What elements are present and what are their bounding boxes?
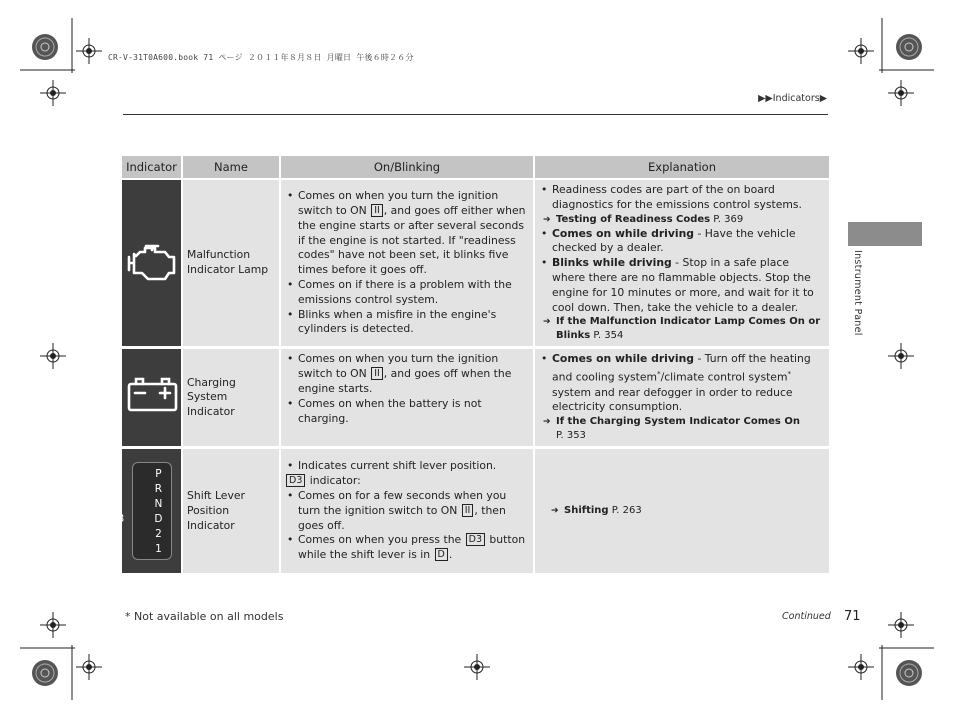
crosshair-mark-icon — [40, 80, 66, 106]
col-header-on-blinking: On/Blinking — [281, 156, 535, 180]
list-item: • Comes on while driving - Turn off the heating and cooling system*/climate control system* system and rear defogger in order to reduce electricity consumption. — [539, 352, 825, 415]
continued-label: Continued — [782, 611, 831, 622]
col-header-explanation: Explanation — [535, 156, 829, 180]
name-cell: Malfunction Indicator Lamp — [183, 180, 281, 349]
list-item: D3 indicator: — [285, 474, 529, 489]
crosshair-mark-icon — [848, 654, 874, 680]
arrow-icon: ➔ — [543, 417, 551, 428]
table-header-row — [122, 156, 829, 180]
ignition-on-key: II — [371, 367, 383, 380]
crosshair-mark-icon — [464, 654, 490, 680]
list-item: • Comes on when you press the D3 button while the shift lever is in D . — [285, 533, 529, 563]
breadcrumb-label[interactable]: Indicators — [772, 93, 820, 104]
page-number: 71 — [844, 609, 861, 624]
page-reference[interactable]: ➔ If the Malfunction Indicator Lamp Comes On or Blinks P. 354 — [543, 316, 821, 342]
section-tab[interactable] — [848, 222, 922, 246]
crop-mark-icon — [20, 600, 80, 700]
header-rule — [123, 114, 828, 115]
page-reference[interactable]: ➔ If the Charging System Indicator Comes On P. 353 — [543, 416, 800, 442]
crosshair-mark-icon — [40, 343, 66, 369]
arrow-icon: ➔ — [543, 317, 551, 328]
d3-label: D3 — [109, 513, 125, 526]
d3-key: D3 — [286, 474, 305, 487]
section-label: Instrument Panel — [852, 250, 863, 336]
crosshair-mark-icon — [888, 80, 914, 106]
indicator-table — [109, 156, 829, 576]
print-header: CR-V-31T0A600.book 71 ページ ２０１１年８月８日 月曜日 午後６時２６分 — [108, 53, 414, 62]
explanation-cell — [535, 349, 829, 449]
explanation-cell — [535, 449, 829, 576]
indicator-cell — [122, 349, 183, 449]
list-item: • Blinks when a misfire in the engine's cylinders is detected. — [285, 308, 529, 338]
table-row — [122, 449, 829, 576]
shift-letter: N — [154, 498, 163, 511]
shift-letter: R — [154, 483, 163, 496]
shift-letter: 1 — [155, 543, 162, 556]
indicator-cell — [122, 180, 183, 349]
list-item: • Comes on for a few seconds when you turn the ignition switch to ON II , then goes off. — [285, 489, 529, 533]
breadcrumb-prefix: ▶▶ — [758, 93, 773, 104]
arrow-icon: ➔ — [543, 214, 551, 225]
table-row — [122, 180, 829, 349]
breadcrumb[interactable] — [758, 93, 827, 104]
list-item: • Comes on if there is a problem with the emissions control system. — [285, 278, 529, 308]
d-key: D — [435, 548, 448, 561]
crop-mark-icon — [874, 600, 934, 700]
on-blinking-cell — [281, 349, 535, 449]
indicator-cell — [109, 449, 183, 576]
name-cell: Shift Lever Position Indicator — [183, 449, 281, 576]
d3-key: D3 — [466, 533, 485, 546]
list-item: • Comes on while driving - Have the vehicle checked by a dealer. — [539, 227, 825, 257]
shift-letter: D — [154, 513, 163, 526]
on-blinking-cell — [281, 449, 535, 576]
list-item: • Blinks while driving - Stop in a safe place where there are no flammable objects. Stop the engine for 10 minutes or more, and wait for it to cool down. Then, take the vehicle to a dealer. — [539, 256, 825, 315]
list-item: • Readiness codes are part of the on board diagnostics for the emissions control systems. — [539, 183, 825, 213]
list-item: • Comes on when the battery is not charging. — [285, 397, 529, 427]
table-row — [122, 349, 829, 449]
shift-position-icon — [109, 462, 172, 560]
check-engine-icon — [122, 231, 183, 291]
on-blinking-cell — [281, 180, 535, 349]
ignition-on-key: II — [462, 504, 474, 517]
list-item: • Indicates current shift lever position. — [285, 459, 529, 474]
footnote: * Not available on all models — [125, 610, 284, 623]
crosshair-mark-icon — [888, 343, 914, 369]
crosshair-mark-icon — [848, 38, 874, 64]
ignition-on-key: II — [371, 204, 383, 217]
breadcrumb-suffix: ▶ — [819, 93, 827, 104]
page-reference[interactable]: ➔ Testing of Readiness Codes P. 369 — [543, 213, 744, 225]
explanation-cell — [535, 180, 829, 349]
shift-letter: 2 — [155, 528, 162, 541]
name-cell: Charging System Indicator — [183, 349, 281, 449]
list-item: • Comes on when you turn the ignition switch to ON II , and goes off when the engine starts. — [285, 352, 529, 396]
shift-letter: P — [155, 468, 162, 481]
page-reference[interactable]: ➔ Shifting P. 263 — [551, 505, 642, 517]
col-header-name: Name — [183, 156, 281, 180]
list-item: • Comes on when you turn the ignition switch to ON II , and goes off either when the engine starts or after several seconds if the engine is not started. If "readiness codes" have not been set, it blinks five times before it goes off. — [285, 189, 529, 278]
arrow-icon: ➔ — [551, 506, 559, 517]
col-header-indicator: Indicator — [122, 156, 183, 180]
battery-icon — [122, 370, 183, 420]
